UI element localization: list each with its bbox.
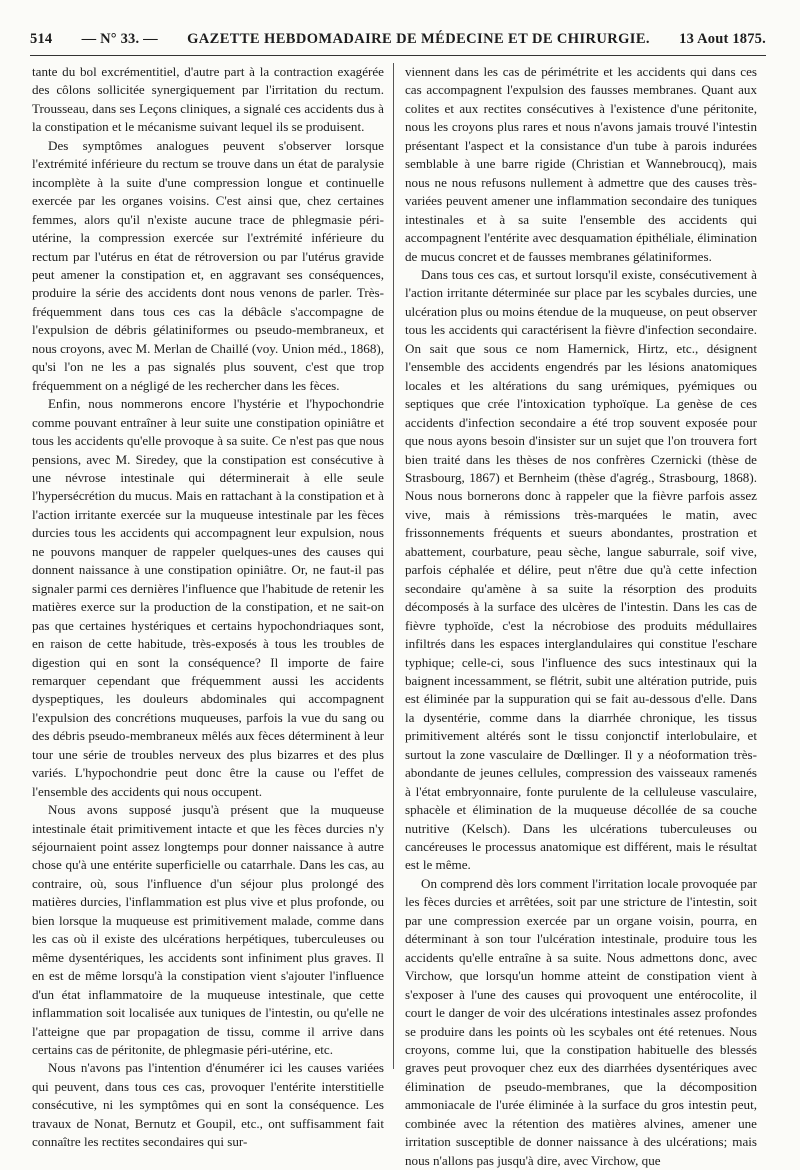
paragraph: viennent dans les cas de périmétrite et les accidents qui dans ces cas accompagnent l'expulsion des fausses membranes. Quant aux colites et aux rectites consécutives à l'existence d'une péritonite, nous les croyons plus rares et nous n'avons jamais trouvé l'intestin présentant l'aspect et la consistance d'un tube à parois indurées semblable à une barre rigide (Christian et Wannebroucq), mais nous ne nous refusons nullement à admettre que des causes très-variées peuvent amener une inflammation secondaire des tuniques intestinales et à sa suite l'ensemble des accidents qui accompagnent l'entérite avec desquamation épithéliale, élimination de mucus concret et de fausses membranes gélatiniformes. bbox=[405, 64, 757, 264]
paragraph: tante du bol excrémentitiel, d'autre part à la contraction exagérée des côlons sollicitée synergiquement par l'irritation du rectum. Trousseau, dans ses Leçons cliniques, a signalé ces accidents dus à la constipation et le mécanisme suivant lequel ils se produisent. bbox=[32, 64, 384, 135]
issue-date: 13 Aout 1875. bbox=[679, 31, 766, 47]
journal-title: GAZETTE HEBDOMADAIRE DE MÉDECINE ET DE CHIRURGIE. bbox=[187, 31, 650, 47]
right-column bbox=[405, 63, 757, 1168]
paragraph: Des symptômes analogues peuvent s'observer lorsque l'extrémité inférieure du rectum se trouve dans un état de paralysie incomplète à la suite d'une compression longue et continuelle exercée par les organes voisins. C'est ainsi que, chez certaines femmes, alors qu'il n'existe aucune trace de phlegmasie péri-utérine, la compression exercée sur l'extrémité inférieure du rectum par l'utérus en état de rétroversion ou par l'utérus gravide peut amener la constipation et, en aggravant ses conséquences, produire la série des accidents dont nous venons de parler. Très-fréquemment dans tous ces cas la débâcle s'accompagne de l'expulsion de débris gélatiniformes ou pseudo-membraneux, et nous croyons, avec M. Merlan de Chaillé (voy. Union méd., 1868), qu'si l'on ne les a pas signalés plus souvent, c'est que trop fréquemment on a négligé de les rechercher dans les fèces. bbox=[32, 137, 384, 393]
paragraph: Enfin, nous nommerons encore l'hystérie et l'hypochondrie comme pouvant entraîner à leur suite une constipation opiniâtre et tous les accidents qu'elle provoque à sa suite. Ce n'est pas que nous pensions, avec M. Siredey, que la constipation est consécutive à une névrose intestinale qui déterminerait à elle seule l'hypersécrétion du mucus. Mais en rattachant à la constipation et à l'action irritante exercée sur la muqueuse intestinale par les fèces durcies tous les accidents qui accompagnent leur expulsion, nous ne pouvons manquer de rappeler quelques-unes des causes qui donnent naissance à une constipation opiniâtre. Or, ne faut-il pas signaler parmi ces dernières l'influence que l'habitude de retenir les matières exerce sur la production de la constipation, et ne sait-on pas que certaines hystériques et certains hypochondriaques sont, en raison de cette habitude, très-exposés à tous les troubles de digestion qui en sont la conséquence? Il importe de faire remarquer cependant que fréquemment aussi les accidents dyspeptiques, les douleurs abdominales qui accompagnent l'expulsion des concrétions muqueuses, parfois la vue du sang ou des débris pseudo-membraneux mêlés aux fèces déterminent à leur tour une série de troubles nerveux des plus bizarres et des plus variés. L'hypochondrie peut donc être la cause ou l'effet de l'ensemble des accidents qui nous occupent. bbox=[32, 396, 384, 799]
issue-number: — N° 33. — bbox=[81, 31, 158, 47]
paragraph: On comprend dès lors comment l'irritation locale provoquée par les fèces durcies et arrêtées, soit par une stricture de l'intestin, soit par une compression exercée par un organe voisin, pourra, en déterminant à son tour l'ulcération intestinale, produire tous les accidents qu'elle entraîne à sa suite. Nous admettons donc, avec Virchow, que lorsqu'un homme atteint de constipation vient à s'exposer à l'une des causes qui provoquent une entérocolite, il court le danger de voir des ulcérations intestinales assez profondes se produire dans les points où les scybales ont été retenues. Nous croyons, comme lui, que la constipation habituelle des blessés graves peut provoquer chez eux des diarrhées dysentériques avec élimination de pseudo-membranes, que la décomposition ammoniacale de l'urée éliminée à la surface du gros intestin peut, combinée avec la rétention des matières alvines, amener une irritation susceptible de donner naissance à des ulcérations; mais nous n'allons pas jusqu'à dire, avec Virchow, que bbox=[405, 875, 757, 1168]
column-divider bbox=[393, 63, 394, 1069]
paragraph: Nous avons supposé jusqu'à présent que la muqueuse intestinale était primitivement intacte et que les fèces durcies n'y séjournaient point assez longtemps pour donner naissance à autre chose qu'à une entérite superficielle ou catarrhale. Dans les cas, au contraire, où, sous l'influence d'un séjour plus prolongé des matières durcies, l'inflammation est plus vive et plus profonde, ou bien lorsque la muqueuse est primitivement malade, comme dans les cas où il existe des ulcérations herpétiques, tuberculeuses ou même dysentériques, les accidents sont infiniment plus graves. Il en est de même lorsqu'à la constipation vient s'ajouter l'influence d'un état inflammatoire de la muqueuse intestinale, que cette inflammation soit localisée aux tuniques de l'intestin, ou qu'elle ne l'atteigne que par propagation de tissu, comme il arrive dans certains cas de péritonite, de phlegmasie péri-utérine, etc. bbox=[32, 802, 384, 1058]
page-number: 514 bbox=[30, 31, 53, 47]
paragraph: Dans tous ces cas, et surtout lorsqu'il existe, consécutivement à l'action irritante déterminée sur place par les scybales durcies, une ulcération plus ou moins étendue de la muqueuse, on peut observer tous les accidents qui caractérisent la fièvre d'infection secondaire. On sait que sous ce nom Hamernick, Hirtz, etc., désignent l'ensemble des accidents engendrés par les lésions anatomiques locales et les altérations du sang urémiques, pyémiques ou septiques que crée l'intoxication typhoïque. La genèse de ces accidents d'infection secondaire a été trop souvent exposée pour que nous ayons besoin d'insister sur un sujet que l'on trouvera fort bien traité dans les thèses de nos confrères Czernicki (thèse de Strasbourg, 1867) et Bernheim (thèse d'agrég., Strasbourg, 1868). Nous nous bornerons donc à rappeler que la fièvre parfois assez vive, mais à rémissions très-marquées le matin, avec frissonnements fréquents et sueurs abondantes, prostration et abattement, courbature, peau sèche, langue saburrale, soif vive, parfois céphalée et délire, peut n'être due qu'à cette infection secondaire qu'amène à sa suite la résorption des produits décomposés à la surface des ulcères de l'intestin. Dans les cas de fièvre typhoïde, c'est la nécrobiose des produits médullaires infiltrés dans les espaces interglandulaires qui constitue l'eschare typhique; celle-ci, sous l'influence des sucs intestinaux qui la baignent incessamment, se flétrit, subit une altération putride, puis est éliminée par la suppuration qui se fait au-dessous d'elle. Dans la dysentérie, comme dans la diarrhée chronique, les tissus primitivement altérés sont le tissu conjonctif interlobulaire, et surtout la zone vasculaire de Dœllinger. Il y a néoformation très-abondante de jeunes cellules, compression des vaisseaux ramenés à l'état embryonnaire, fonte purulente de la celluleuse vasculaire, sphacèle et élimination de la muqueuse décollée de sa couche nutritive (Kelsch). Dans les ulcérations tuberculeuses ou cancéreuses le processus anatomique est différent, mais le résultat est le même. bbox=[405, 266, 757, 873]
left-column bbox=[32, 63, 384, 1150]
page-header bbox=[30, 31, 766, 53]
paragraph: Nous n'avons pas l'intention d'énumérer ici les causes variées qui peuvent, dans tous ces cas, provoquer l'entérite interstitielle consécutive, ni les symptômes qui en sont la conséquence. Les travaux de Nonat, Bernutz et Goupil, etc., ont suffisamment fait connaître les rectites secondaires qui sur- bbox=[32, 1060, 384, 1150]
header-rule bbox=[30, 55, 766, 56]
